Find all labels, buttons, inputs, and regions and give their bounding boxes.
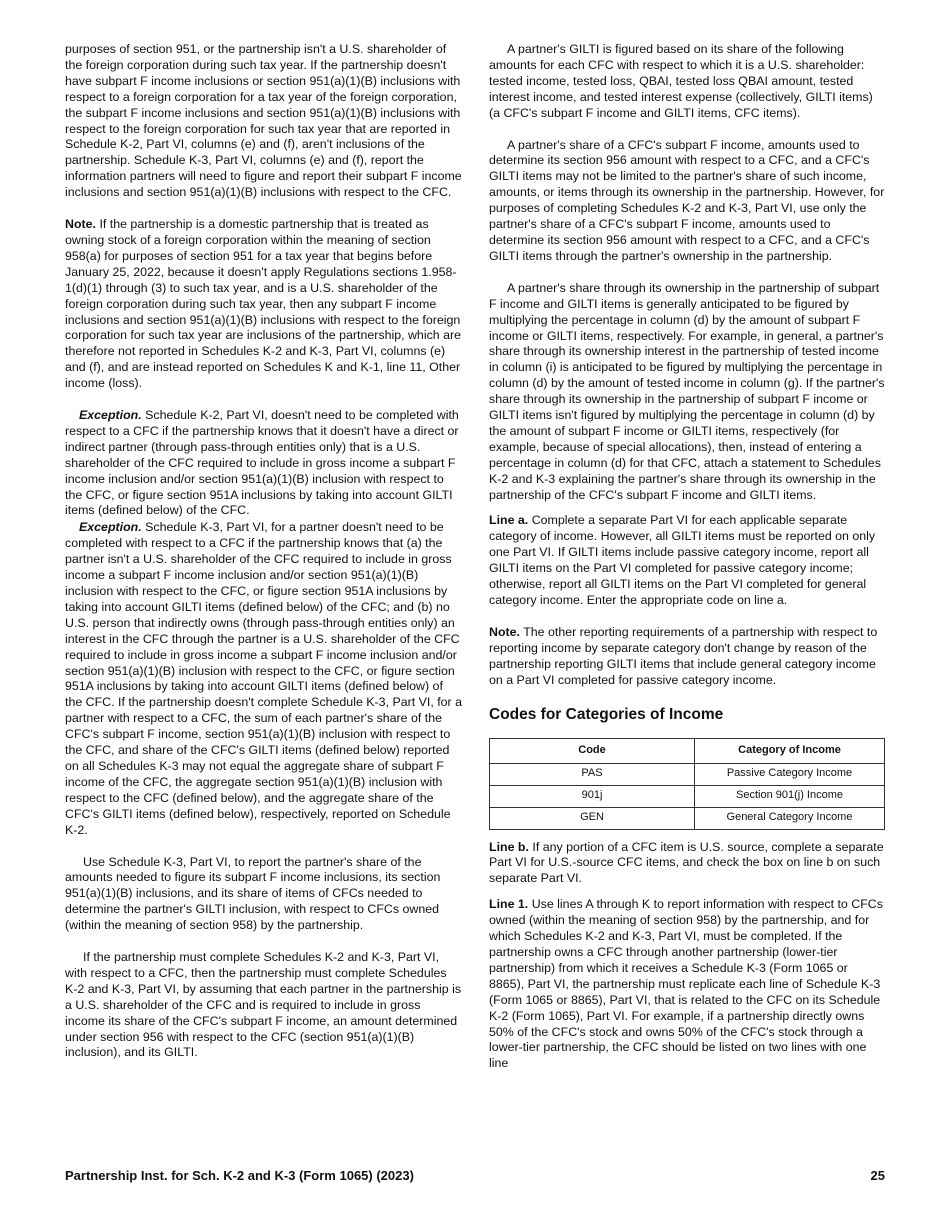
code-cell: GEN	[490, 807, 695, 829]
category-cell: Passive Category Income	[695, 763, 885, 785]
must-complete-paragraph: If the partnership must complete Schedules K-2 and K-3, Part VI, with respect to a CFC, then the partnership must complete Schedules K-2 and K-3, Part VI, by assuming that each partner in the partnership is a U.S. shareholder of the CFC and is required to include in gross income its share of the CFC's subpart F income, an amount determined under section 956 with respect to the CFC (section 951(a)(1)(B) inclusion), and its GILTI.	[65, 950, 462, 1060]
codes-table	[489, 738, 885, 830]
footer-title: Partnership Inst. for Sch. K-2 and K-3 (Form 1065) (2023)	[65, 1168, 414, 1183]
code-cell: PAS	[490, 763, 695, 785]
page-number: 25	[870, 1168, 885, 1183]
exception-label: Exception.	[79, 408, 142, 423]
exception-k3-paragraph	[65, 520, 462, 838]
use-schedule-paragraph: Use Schedule K-3, Part VI, to report the partner's share of the amounts needed to figure its subpart F income inclusions, its section 951(a)(1)(B) inclusions, and its share of items of CFCs needed to determine the partner's GILTI inclusion, with respect to CFCs owned (within the meaning of section 958) by the partnership.	[65, 854, 441, 933]
line-b-text: If any portion of a CFC item is U.S. source, complete a separate Part VI for U.S.-source CFC items, and check the box on line b on such separate Part VI.	[489, 839, 884, 886]
note-paragraph	[489, 625, 885, 689]
line-1-text: Use lines A through K to report information with respect to CFCs owned (within the meaning of section 958) by the partnership, and for which Schedules K-2 and K-3, Part VI, must be completed. If the partnership owns a CFC through another partnership (lower-tier partnership) from which it receives a Schedule K-3 (Form 1065 or 8865), Part VI, the partnership must replicate each line of Schedule K-3 (Form 1065 or 8865), Part VI, that is related to the CFC on its Schedule K-2 (Form 1065), Part VI. For example, if a partnership directly owns 50% of the CFC's stock and owns 50% of the CFC's stock through a lower-tier partnership, the CFC should be listed on two lines with one line	[489, 897, 883, 1071]
header-code: Code	[490, 738, 695, 763]
partner-share-paragraph: A partner's share of a CFC's subpart F income, amounts used to determine its section 956 amount with respect to a CFC, and a CFC's GILTI items may not be limited to the partner's share of such income, amounts, or items through its ownership in the partnership. However, for purposes of completing Schedules K-2 and K-3, Part VI, use only the partner's share of a CFC's subpart F income, amounts used to determine its section 956 amount with respect to a CFC, and a CFC's GILTI items through the partner's ownership in the partnership.	[489, 137, 885, 263]
note-label: Note.	[65, 217, 96, 232]
note-text: If the partnership is a domestic partnership that is treated as owning stock of a foreign corporation within the meaning of section 958(a) for purposes of section 951 for a tax year that begins before January 25, 2022, because it doesn't apply Regulations sections 1.958-1(d)(1) through (3) to such tax year, and is a U.S. shareholder of the foreign corporation during such tax year, then any subpart F income inclusions and section 951(a)(1)(B) inclusions with respect to the foreign corporation for such tax year are inclusions of the partnership, which are therefore not reported in Schedules K-2 and K-3, Part VI, columns (e) and (f), and are instead reported on Schedules K and K-1, line 11, Other income (loss).	[65, 217, 462, 391]
exception-text: Schedule K-3, Part VI, for a partner doesn't need to be completed with respect to a CFC if the partnership knows that (a) the partner isn't a U.S. shareholder of the CFC required to include in gross income a subpart F income inclusion and/or section 951(a)(1)(B) inclusion with respect to the CFC, or figure section 951A inclusions by taking into account GILTI items (defined below) of the CFC; and (b) no U.S. person that indirectly owns (through pass-through entities only) an interest in the CFC through the partner is a U.S. shareholder of the CFC required to include in gross income a subpart F income inclusion and/or section 951(a)(1)(B) inclusion with respect to the CFC, or figure section 951A inclusions by taking into account GILTI items (defined below) of the CFC. If the partnership doesn't complete Schedule K-3, Part VI, for a partner with respect to a CFC, the sum of each partner's share of the CFC's subpart F income, section 951(a)(1)(B) inclusion with respect to the CFC, and share of the CFC's GILTI items (defined below) reported on all Schedules K-3 may not equal the aggregate share of subpart F income of the CFC, the aggregate section 951(a)(1)(B) inclusion with respect to the CFC (defined below), and the aggregate share of the CFC's GILTI items (defined below), respectively, reported on Schedule K-2.	[65, 520, 463, 837]
left-column	[65, 42, 462, 1077]
paragraph-continuation: purposes of section 951, or the partnership isn't a U.S. shareholder of the foreign corporation during such tax year. If the partnership doesn't have subpart F income inclusions or section 951(a)(1)(B) inclusions with respect to a foreign corporation for a tax year of the foreign corporation, the subpart F income inclusions and section 951(a)(1)(B) inclusions with respect to the foreign corporation for such tax year that are reported in Schedule K-2, Part VI, columns (e) and (f), aren't inclusions of the partnership. Schedule K-3, Part VI, columns (e) and (f), report the information partners will need to figure and report their subpart F income inclusions and section 951(a)(1)(B) inclusions with respect to the CFC.	[65, 42, 462, 200]
code-cell: 901j	[490, 785, 695, 807]
note-paragraph	[65, 217, 462, 392]
category-cell: Section 901(j) Income	[695, 785, 885, 807]
exception-label: Exception.	[79, 520, 142, 535]
table-header-row	[490, 738, 885, 763]
category-cell: General Category Income	[695, 807, 885, 829]
line-a-text: Complete a separate Part VI for each applicable separate category of income. However, all GILTI items must be reported on only one Part VI. If GILTI items include passive category income, report all GILTI items on the Part VI completed for passive category income; otherwise, report all GILTI items on the Part VI completed for general category income. Enter the appropriate code on line a.	[489, 513, 876, 607]
line-b-label: Line b.	[489, 839, 529, 854]
line-a-label: Line a.	[489, 513, 529, 528]
note-text: The other reporting requirements of a partnership with respect to reporting income by separate category don't change by reason of the partnership reporting GILTI items that include general category income on a Part VI completed for passive category income.	[489, 624, 878, 687]
line-1-paragraph	[489, 897, 885, 1072]
header-category: Category of Income	[695, 738, 885, 763]
line-b-paragraph	[489, 840, 885, 888]
note-label: Note.	[489, 624, 520, 639]
table-row	[490, 763, 885, 785]
line-1-label: Line 1.	[489, 897, 529, 912]
ownership-paragraph: A partner's share through its ownership in the partnership of subpart F income and GILTI items is generally anticipated to be figured by multiplying the percentage in column (d) by the amount of subpart F income or GILTI items, respectively. For example, in general, a partner's share through its ownership interest in the partnership of tested income in column (i) is anticipated to be figured by multiplying the percentage in column (d) by the amount of tested income in column (g). If the partner's share through its ownership in the partnership of subpart F income or GILTI items isn't figured by multiplying the percentage in column (d) by the amount of subpart F income or GILTI items, respectively (for example, because of special allocations), then, instead of entering a percentage in column (d) for that CFC, attach a statement to Schedules K-2 and K-3 explaining the partner's share through its ownership in the partnership of the CFC's subpart F income and GILTI items.	[489, 280, 885, 502]
codes-heading: Codes for Categories of Income	[489, 705, 724, 723]
table-row	[490, 785, 885, 807]
exception-k2-paragraph	[65, 408, 462, 519]
exception-text: Schedule K-2, Part VI, doesn't need to be completed with respect to a CFC if the partnership knows that it doesn't have a direct or indirect partner (through pass-through entities only) that is a U.S. shareholder of the CFC required to include in gross income a subpart F income inclusion and/or section 951(a)(1)(B) inclusion with respect to the CFC, or figure section 951A inclusions by taking into account GILTI items (defined below) of the CFC.	[65, 408, 459, 518]
table-row	[490, 807, 885, 829]
line-a-paragraph	[489, 513, 885, 608]
gilti-paragraph: A partner's GILTI is figured based on its share of the following amounts for each CFC with respect to which it is a U.S. shareholder: tested income, tested loss, QBAI, tested loss QBAI amount, tested interest income, and tested interest expense (collectively, GILTI items) (a CFC's subpart F income and GILTI items, CFC items).	[489, 42, 873, 120]
right-column	[489, 42, 885, 1088]
